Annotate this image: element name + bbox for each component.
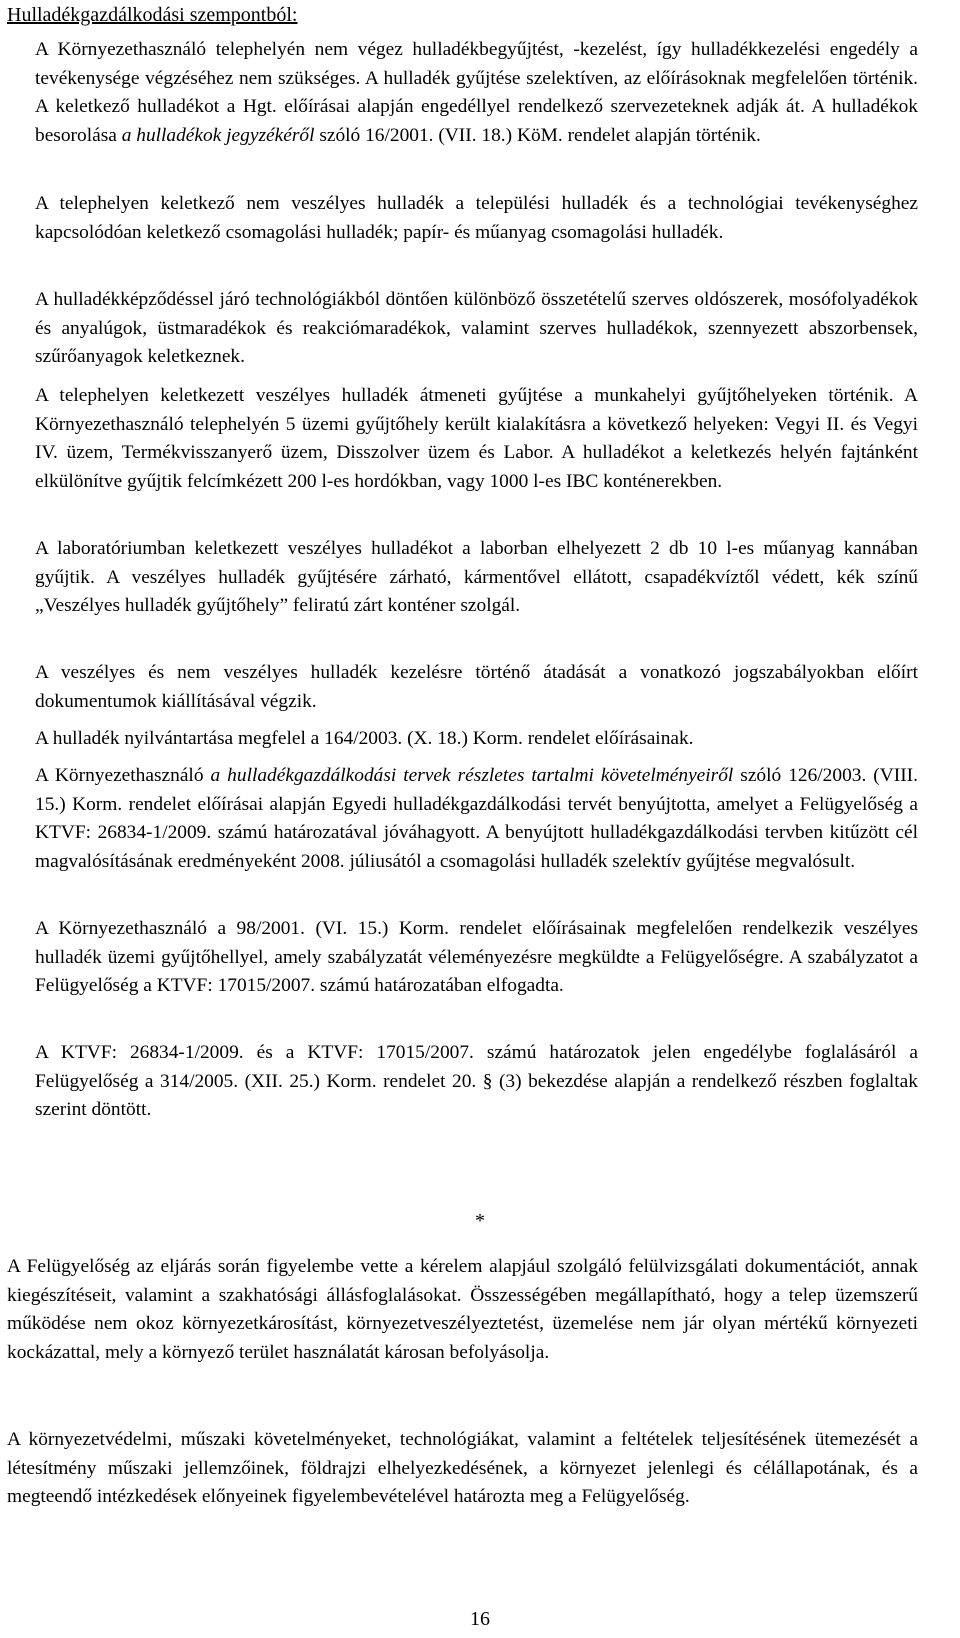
paragraph-management-plan <box>35 762 918 877</box>
paragraph-waste-permit <box>35 36 918 151</box>
paragraph-requirements: A környezetvédelmi, műszaki követelményeket, technológiákat, valamint a feltételek teljesítésének ütemezését a létesítmény műszaki jellemzőinek, földrajzi elhelyezkedésének, a környezet jelenlegi és célállapotának, és a megteendő intézkedések előnyeinek figyelembevételével határozta meg a Felügyelőség. <box>7 1429 918 1508</box>
paragraph-handover: A veszélyes és nem veszélyes hulladék kezelésre történő átadását a vonatkozó jogszabályokban előírt dokumentumok kiállításával végzik. <box>35 662 918 712</box>
paragraph-review-conclusion: A Felügyelőség az eljárás során figyelembe vette a kérelem alapjául szolgáló felülvizsgálati dokumentációt, annak kiegészítéseit, valamint a szakhatósági állásfoglalásokat. Összességében megállapítható, hogy a telep üzemszerű működése nem okoz környezetkárosítást, környezetveszélyeztetést, üzemelése nem jár olyan mértékű környezeti kockázattal, mely a környező terület használatát károsan befolyásolja. <box>7 1256 918 1364</box>
section-heading: Hulladékgazdálkodási szempontból: <box>7 4 298 26</box>
paragraph-technology-waste: A hulladékképződéssel járó technológiákból döntően különböző összetételű szerves oldószerek, mosófolyadékok és anyalúgok, üstmaradékok és reakciómaradékok, valamint szerves hulladékok, szennyezett abszorbensek, szűrőanyagok keletkeznek. <box>35 289 918 368</box>
paragraph-waste-permit-text-a: A Környezethasználó telephelyén nem végez hulladékbegyűjtést, -kezelést, így hulladékkezelési engedély a tevékenysége végzéséhez nem szükséges. A hulladék gyűjtése szelektíven, az előírásoknak megfelelően történik. A keletkező hulladékot a Hgt. előírásai alapján engedéllyel rendelkező szervezeteknek adják át. A hulladékok besorolása <box>35 39 918 147</box>
paragraph-waste-permit-italic: a hulladékok jegyzékéről <box>121 125 315 147</box>
paragraph-management-plan-text-b: szóló 126/2003. (VIII. 15.) Korm. rendelet előírásai alapján Egyedi hulladékgazdálkodási tervét benyújtotta, amelyet a Felügyelőség a KTVF: 26834-1/2009. számú határozatával jóváhagyott. A benyújtott hulladékgazdálkodási tervben kitűzött cél magvalósításának eredményeként 2008. júliusától a csomagolási hulladék szelektív gyűjtése megvalósult. <box>35 765 918 873</box>
paragraph-decisions: A KTVF: 26834-1/2009. és a KTVF: 17015/2007. számú határozatok jelen engedélybe foglalásáról a Felügyelőség a 314/2005. (XII. 25.) Korm. rendelet 20. § (3) bekezdése alapján a rendelkező részben foglaltak szerint döntött. <box>35 1042 918 1121</box>
paragraph-collection-regulation: A Környezethasználó a 98/2001. (VI. 15.) Korm. rendelet előírásainak megfelelően rendelkezik veszélyes hulladék üzemi gyűjtőhellyel, amely szabályzatát véleményezésre megküldte a Felügyelőségre. A szabályzatot a Felügyelőség a KTVF: 17015/2007. számú határozatában elfogadta. <box>35 918 918 997</box>
paragraph-collection-points: A telephelyen keletkezett veszélyes hulladék átmeneti gyűjtése a munkahelyi gyűjtőhelyeken történik. A Környezethasználó telephelyén 5 üzemi gyűjtőhely került kialakításra a következő helyeken: Vegyi II. és Vegyi IV. üzem, Termékvisszanyerő üzem, Disszolver üzem és Labor. A hulladékot a keletkezés helyén fajtánként elkülönítve gyűjtik felcímkézett 200 l-es hordókban, vagy 1000 l-es IBC konténerekben. <box>35 385 918 493</box>
section-separator: * <box>475 1210 485 1232</box>
paragraph-waste-permit-text-b: szóló 16/2001. (VII. 18.) KöM. rendelet alapján történik. <box>314 125 761 147</box>
paragraph-laboratory-waste: A laboratóriumban keletkezett veszélyes hulladékot a laborban elhelyezett 2 db 10 l-es műanyag kannában gyűjtik. A veszélyes hulladék gyűjtésére zárható, kármentővel ellátott, csapadékvíztől védett, kék színű „Veszélyes hulladék gyűjtőhely” feliratú zárt konténer szolgál. <box>35 538 918 617</box>
paragraph-non-hazardous-waste: A telephelyen keletkező nem veszélyes hulladék a települési hulladék és a technológiai tevékenységhez kapcsolódóan keletkező csomagolási hulladék; papír- és műanyag csomagolási hulladék. <box>35 193 918 243</box>
paragraph-management-plan-text-a: A Környezethasználó <box>35 765 211 786</box>
paragraph-management-plan-italic: a hulladékgazdálkodási tervek részletes tartalmi követelményeiről <box>210 765 734 786</box>
paragraph-records: A hulladék nyilvántartása megfelel a 164/2003. (X. 18.) Korm. rendelet előírásainak. <box>35 728 694 749</box>
page-number: 16 <box>470 1608 490 1630</box>
